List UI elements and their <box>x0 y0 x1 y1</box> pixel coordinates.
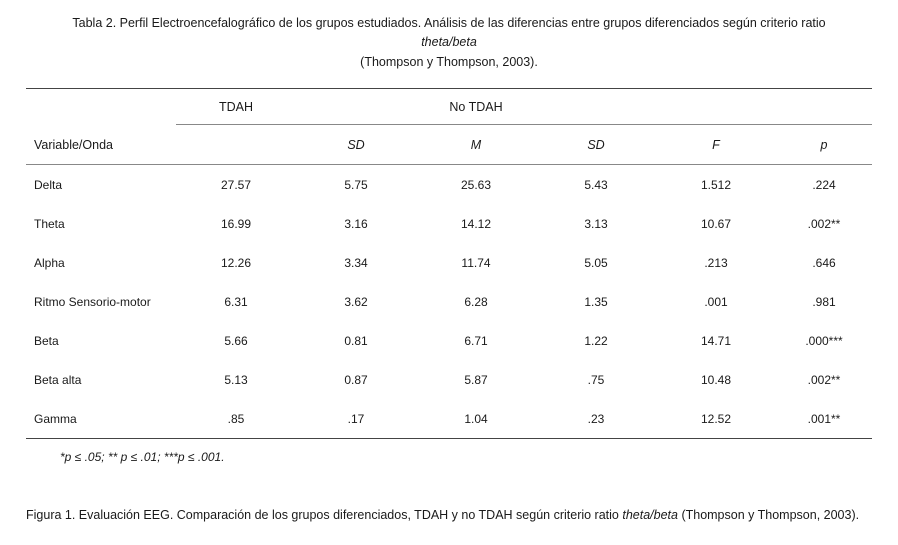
table-group-header-row <box>26 89 872 125</box>
table-caption-line2: (Thompson y Thompson, 2003). <box>360 54 538 69</box>
cell-f: 10.48 <box>700 373 732 388</box>
cell-f: .001 <box>704 295 728 310</box>
cell-f: 1.512 <box>700 178 732 193</box>
cell-p: .224 <box>812 178 836 193</box>
cell-tdah-m: 5.13 <box>224 373 248 388</box>
cell-variable: Alpha <box>34 256 65 271</box>
cell-variable: Ritmo Sensorio-motor <box>34 295 151 310</box>
column-header-tdah-sd: SD <box>296 125 416 165</box>
cell-f: 10.67 <box>700 217 732 232</box>
cell-tdah-m: 12.26 <box>220 256 252 271</box>
cell-tdah-m: .85 <box>176 399 296 439</box>
group-header-cell-0 <box>26 89 176 125</box>
cell-p: .000*** <box>805 334 843 349</box>
cell-tdah-sd: 0.81 <box>344 334 368 349</box>
cell-variable: Beta <box>34 334 59 349</box>
table-row <box>26 282 872 321</box>
cell-p: .646 <box>812 256 836 271</box>
cell-tdah-sd: 3.62 <box>344 295 368 310</box>
group-header-tdah: TDAH <box>176 89 296 125</box>
group-header-cell-5 <box>656 89 776 125</box>
table-column-header-row <box>26 125 872 165</box>
cell-p: .001** <box>776 399 872 439</box>
table-row <box>26 204 872 243</box>
group-header-cell-2 <box>296 89 416 125</box>
cell-p: .981 <box>812 295 836 310</box>
cell-tdah-sd: 3.34 <box>344 256 368 271</box>
table-row <box>26 360 872 399</box>
table-row <box>26 321 872 360</box>
column-header-f: F <box>656 125 776 165</box>
cell-variable: Delta <box>34 178 63 193</box>
cell-variable: Theta <box>34 217 65 232</box>
cell-notdah-m: 5.87 <box>464 373 488 388</box>
figure-caption <box>26 506 872 525</box>
table-row <box>26 399 872 439</box>
cell-p: .002** <box>807 217 841 232</box>
cell-tdah-m: 16.99 <box>220 217 252 232</box>
group-header-cell-6 <box>776 89 872 125</box>
cell-tdah-m: 6.31 <box>224 295 248 310</box>
figure-caption-part1: Figura 1. Evaluación EEG. Comparación de los grupos diferenciados, TDAH y no TDAH según criterio ratio <box>26 508 623 523</box>
cell-f: 12.52 <box>656 399 776 439</box>
cell-tdah-sd: 3.16 <box>344 217 368 232</box>
column-header-tdah-m <box>176 125 296 165</box>
table-caption-top <box>26 0 872 72</box>
cell-variable: Gamma <box>26 399 176 439</box>
table-footnote: *p ≤ .05; ** p ≤ .01; ***p ≤ .001. <box>60 450 225 465</box>
cell-notdah-sd: 3.13 <box>584 217 608 232</box>
column-header-p: p <box>776 125 872 165</box>
cell-notdah-m: 6.71 <box>464 334 488 349</box>
cell-tdah-m: 27.57 <box>220 178 252 193</box>
cell-f: 14.71 <box>700 334 732 349</box>
cell-tdah-sd: 5.75 <box>344 178 368 193</box>
cell-notdah-m: 1.04 <box>416 399 536 439</box>
table-row <box>26 243 872 282</box>
table-row <box>26 165 872 205</box>
cell-variable: Beta alta <box>34 373 82 388</box>
table-caption-line1: Tabla 2. Perfil Electroencefalográfico de los grupos estudiados. Análisis de las diferencias entre grupos diferenciados según criterio ratio <box>72 16 826 30</box>
cell-notdah-sd: .75 <box>587 373 605 388</box>
column-header-notdah-sd: SD <box>536 125 656 165</box>
column-header-notdah-m: M <box>416 125 536 165</box>
cell-f: .213 <box>704 256 728 271</box>
cell-notdah-m: 6.28 <box>464 295 488 310</box>
cell-notdah-sd: 1.22 <box>584 334 608 349</box>
group-header-no-tdah: No TDAH <box>416 89 536 125</box>
figure-caption-italic-term: theta/beta <box>622 508 678 523</box>
cell-tdah-sd: .17 <box>296 399 416 439</box>
cell-notdah-sd: 5.43 <box>584 178 608 193</box>
group-header-cell-4 <box>536 89 656 125</box>
figure-caption-part2: (Thompson y Thompson, 2003). <box>677 508 860 523</box>
eeg-profile-table <box>26 88 872 439</box>
cell-tdah-m: 5.66 <box>224 334 248 349</box>
cell-notdah-sd: .23 <box>536 399 656 439</box>
column-header-variable: Variable/Onda <box>26 125 176 165</box>
cell-notdah-m: 11.74 <box>461 256 491 271</box>
cell-notdah-m: 14.12 <box>460 217 492 232</box>
cell-notdah-m: 25.63 <box>460 178 492 193</box>
table-body <box>26 165 872 439</box>
table-caption-italic-term: theta/beta <box>421 35 477 50</box>
cell-tdah-sd: 0.87 <box>344 373 368 388</box>
cell-notdah-sd: 1.35 <box>584 295 608 310</box>
cell-p: .002** <box>807 373 841 388</box>
cell-notdah-sd: 5.05 <box>584 256 608 271</box>
